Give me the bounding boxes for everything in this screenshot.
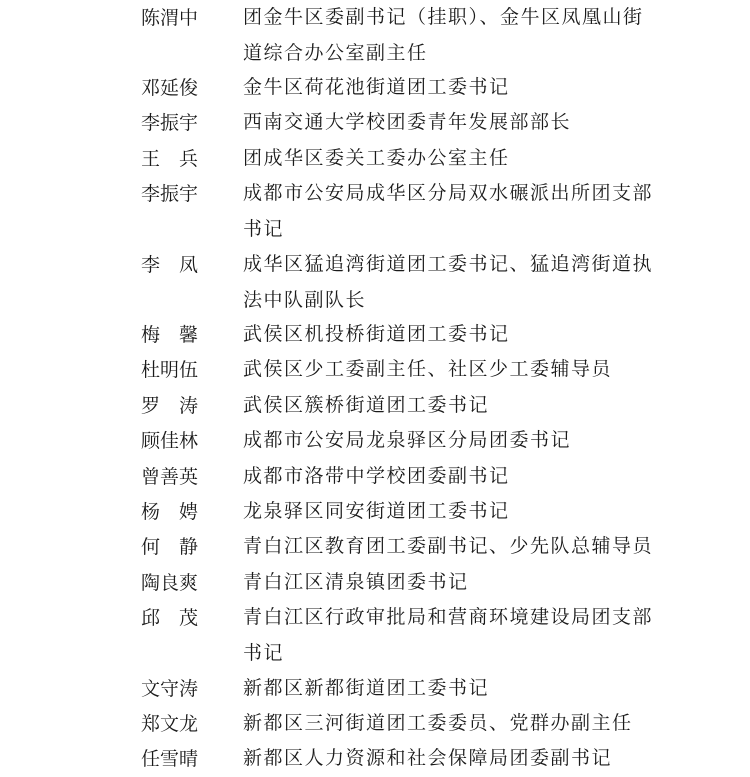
person-role: 青白江区教育团工委副书记、少先队总辅导员: [243, 535, 654, 557]
person-role: 武侯区簇桥街道团工委书记: [243, 394, 490, 416]
person-name: 王兵: [141, 148, 218, 170]
person-name: 陶良爽: [141, 572, 199, 594]
person-role: 武侯区少工委副主任、社区少工委辅导员: [243, 358, 613, 380]
person-role: 西南交通大学校团委青年发展部部长: [243, 111, 572, 133]
person-role: 团成华区委关工委办公室主任: [243, 147, 510, 169]
person-name: 邱茂: [141, 607, 218, 629]
person-name: 杨娉: [141, 501, 218, 523]
person-name: 文守涛: [141, 678, 199, 700]
person-name: 何静: [141, 536, 218, 558]
person-role: 新都区人力资源和社会保障局团委副书记: [243, 747, 613, 769]
person-role: 青白江区清泉镇团委书记: [243, 571, 469, 593]
person-name: 李振宇: [141, 183, 199, 205]
person-role: 新都区新都街道团工委书记: [243, 677, 490, 699]
person-role: 龙泉驿区同安街道团工委书记: [243, 500, 510, 522]
person-role: 新都区三河街道团工委委员、党群办副主任: [243, 712, 633, 734]
person-name: 邓延俊: [141, 77, 199, 99]
person-role: 团金牛区委副书记（挂职）、金牛区凤凰山街道综合办公室副主任: [243, 6, 644, 64]
person-name: 杜明伍: [141, 359, 199, 381]
person-name: 曾善英: [141, 466, 199, 488]
person-role: 金牛区荷花池街道团工委书记: [243, 76, 510, 98]
person-name: 顾佳林: [141, 430, 199, 452]
person-name: 李凤: [141, 254, 218, 276]
person-role: 成都市洛带中学校团委副书记: [243, 465, 510, 487]
person-role: 青白江区行政审批局和营商环境建设局团支部书记: [243, 606, 654, 664]
person-name: 任雪晴: [141, 748, 199, 770]
person-role: 成华区猛追湾街道团工委书记、猛追湾街道执法中队副队长: [243, 253, 654, 311]
person-role: 成都市公安局龙泉驿区分局团委书记: [243, 429, 572, 451]
person-role: 武侯区机投桥街道团工委书记: [243, 323, 510, 345]
person-role: 成都市公安局成华区分局双水碾派出所团支部书记: [243, 182, 654, 240]
person-name: 陈渭中: [141, 7, 199, 29]
person-name: 梅馨: [141, 324, 218, 346]
person-name: 郑文龙: [141, 713, 199, 735]
person-name: 罗涛: [141, 395, 218, 417]
person-name: 李振宇: [141, 112, 199, 134]
